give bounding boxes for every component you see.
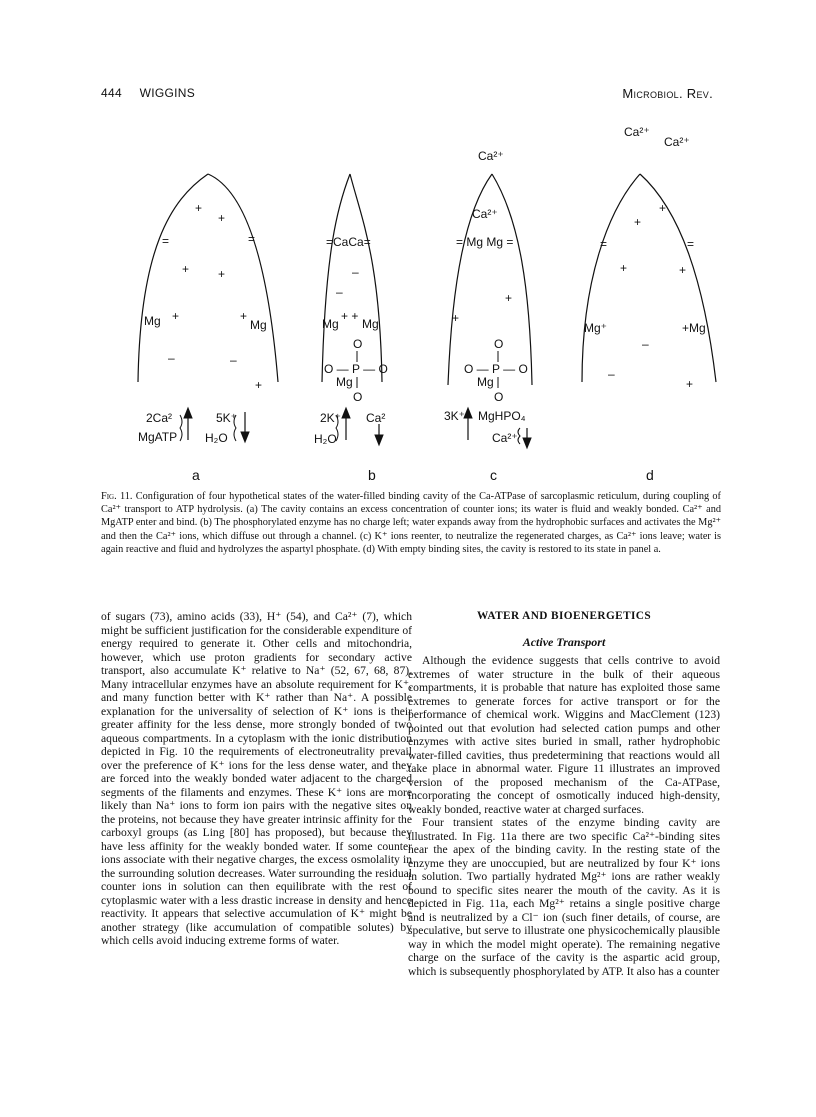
ion-label: Ca²⁺ [478, 149, 504, 163]
panel-letter-a: a [192, 467, 200, 483]
flux-label: 3K⁺ [444, 409, 466, 423]
phosphate-group: O — P — O [464, 362, 528, 376]
panel-letter-b: b [368, 467, 376, 483]
charge-label: + [182, 262, 190, 276]
ion-label: Mg⁺ [584, 321, 608, 335]
flux-label: Ca² [366, 411, 386, 425]
caption-label: Fig. 11. [101, 491, 133, 502]
ion-label: Mg [362, 317, 379, 331]
running-header-left [101, 86, 209, 100]
ion-label: Ca²⁺ [472, 207, 498, 221]
charge-label: = [162, 234, 170, 248]
phosphate-atom: O [494, 390, 504, 404]
arrow-down-icon [523, 438, 531, 448]
page-number: 444 [101, 86, 122, 100]
charge-label: – [642, 337, 649, 351]
phosphate-atom: O [494, 337, 504, 351]
charge-label: + [240, 309, 248, 323]
cavity-outline-c [448, 174, 492, 385]
flux-label: MgHPO₄ [478, 409, 526, 423]
charge-label: = [248, 232, 256, 246]
charge-label: + [218, 211, 226, 225]
flux-label: 2Ca² [146, 411, 173, 425]
charge-label: + [452, 311, 460, 325]
charge-label: – [230, 353, 237, 367]
panel-a-labels [138, 201, 267, 445]
ion-label: Mg [322, 317, 339, 331]
charge-label: + [195, 201, 203, 215]
charge-label: – [352, 265, 359, 279]
cavity-outline-b [322, 174, 350, 382]
brace-icon [518, 428, 520, 444]
figure-caption [101, 490, 721, 556]
phosphate-group: O — P — O [324, 362, 388, 376]
panel-d-labels [584, 125, 706, 391]
charge-label: + [634, 215, 642, 229]
flux-label: Ca²⁺ [492, 431, 518, 445]
ion-label: Ca²⁺ [664, 135, 690, 149]
charge-label: = [600, 237, 608, 251]
panel-letter-c: c [490, 467, 497, 483]
charge-label: + [620, 261, 628, 275]
ion-label: Mg [250, 318, 267, 332]
arrow-down-icon [241, 432, 249, 442]
arrow-down-icon [375, 435, 383, 445]
caption-text: Configuration of four hypothetical states of the water-filled binding cavity of the Ca-ATPase of sarcoplasmic reticulum, during coupling of Ca²⁺ transport to ATP hydrolysis. (a) The cavity contains an excess concentration of counter ions; its water is fluid and weakly bonded. Ca²⁺ and MgATP enter and bind. (b) The phosphorylated enzyme has no charge left; water expands away from the hydrophobic surfaces and activates the Mg²⁺ and then the Ca²⁺ ions, which diffuse out through a channel. (c) K⁺ ions reenter, to neutralize the regenerated charges, as Ca²⁺ ions leave; water is again reactive and fluid and hydrolyzes the aspartyl phosphate. (d) With empty binding sites, the cavity is restored to its state in panel a. [101, 491, 721, 555]
journal-name: Microbiol. Rev. [622, 86, 713, 101]
ion-label: Mg [477, 375, 494, 389]
paragraph: Four transient states of the enzyme binding cavity are illustrated. In Fig. 11a there are two specific Ca²⁺-binding sites near the apex of the binding cavity. In the resting state of the enzyme they are unoccupied, but are neutralized by four K⁺ ions in solution. Two partially hydrated Mg²⁺ ions are rather weakly bound to specific sites nearer the mouth of the cavity. As it is depicted in Fig. 11a, each Mg²⁺ retains a single positive charge and is neutralized by a Cl⁻ ion (such finer details, of course, are speculative, but serve to illustrate one physicochemically plausible way in which the model might operate). The remaining negative charge on the surface of the cavity is the aspartic acid group, which is subsequently phosphorylated by ATP. It also has a counter [408, 816, 720, 978]
charge-label: + [686, 377, 694, 391]
paragraph: of sugars (73), amino acids (33), H⁺ (54), and Ca²⁺ (7), which might be sufficient justification for the considerable expenditure of energy required to generate it. Other cells and mitochondria, however, which use proton gradients for secondary active transport, also accumulate K⁺ relative to Na⁺ (52, 67, 68, 87). Many intracellular enzymes have an absolute requirement for K⁺, and many function better with K⁺ rather than Na⁺. A possible explanation for the universality of selection of K⁺ ions is their greater affinity for the less dense, more strongly bonded of two aqueous compartments. In a cytoplasm with the ionic distribution depicted in Fig. 10 the requirements of electroneutrality prevail over the preference of K⁺ ions for the less dense water, and they are forced into the weakly bonded water adjacent to the charged segments of the filaments and enzymes. These K⁺ ions are more likely than Na⁺ ions to form ion pairs with the negative sites on the proteins, not because they have greater intrinsic affinity for the carboxyl groups (as Ling [80] has proposed), but because they have less affinity for the weakly bonded water. If some counter ions associate with their negative charges, the excess osmolality in the surrounding solution decreases. Water surrounding the residual counter ions in solution can then equilibrate with the rest of cytoplasmic water with a less drastic increase in density and hence reactivity. It appears that selective accumulation of K⁺ might be another strategy (like accumulation of compatible solutes) by which cells avoid inducing extreme forms of water. [101, 610, 412, 947]
ion-label: Mg [144, 314, 161, 328]
charge-label: = [687, 237, 695, 251]
brace-icon [180, 415, 182, 441]
phosphate-atom: O [353, 390, 363, 404]
running-author: WIGGINS [139, 86, 195, 100]
ion-label: Ca²⁺ [624, 125, 650, 139]
arrow-up-icon [342, 408, 350, 418]
arrow-up-icon [184, 408, 192, 418]
section-heading: WATER AND BIOENERGETICS [476, 610, 652, 622]
charge-label: + [172, 309, 180, 323]
flux-label: MgATP [138, 430, 178, 444]
panel-c-labels [444, 149, 528, 445]
flux-label: H₂O [314, 432, 337, 446]
ion-label: =CaCa= [326, 235, 371, 249]
ion-label: = Mg Mg = [456, 235, 514, 249]
paragraph: Although the evidence suggests that cells contrive to avoid extremes of water structure in the bulk of their aqueous compartments, it is probable that nature has exploited those same extremes to generate forces for active transport or for the performance of chemical work. Wiggins and MacClement (123) pointed out that evolution had selected cation pumps and other enzymes with active sites buried in small, rather hydrophobic water-filled cavities, thus predetermining that reactions would all take place in abnormal water. Figure 11 illustrates an improved version of the proposed mechanism of the Ca-ATPase, incorporating the concept of osmotically induced high-density, weakly bonded, reactive water at charged surfaces. [408, 654, 720, 816]
charge-label: + [505, 291, 513, 305]
charge-label: – [168, 351, 175, 365]
charge-label: + [218, 267, 226, 281]
panel-letter-d: d [646, 467, 654, 483]
cavity-outline-d-right [640, 174, 716, 382]
flux-label: 2K⁺ [320, 411, 342, 425]
left-column [101, 610, 412, 948]
flux-label: H₂O [205, 431, 228, 445]
charge-label: – [608, 367, 615, 381]
charge-label: – [336, 285, 343, 299]
panel-letters [192, 467, 654, 483]
arrow-up-icon [464, 408, 472, 418]
charge-label: + + [341, 309, 359, 323]
ion-label: +Mg [682, 321, 706, 335]
charge-label: + [659, 201, 667, 215]
phosphate-atom: O [353, 337, 363, 351]
charge-label: + [679, 263, 687, 277]
panel-b-labels [314, 235, 388, 446]
figure-11 [100, 110, 720, 490]
right-column [408, 610, 720, 978]
subsection-heading: Active Transport [522, 634, 606, 649]
charge-label: + [255, 378, 263, 392]
flux-label: 5K⁺ [216, 411, 238, 425]
ion-label: Mg [336, 375, 353, 389]
cavity-outline-d [582, 174, 640, 382]
